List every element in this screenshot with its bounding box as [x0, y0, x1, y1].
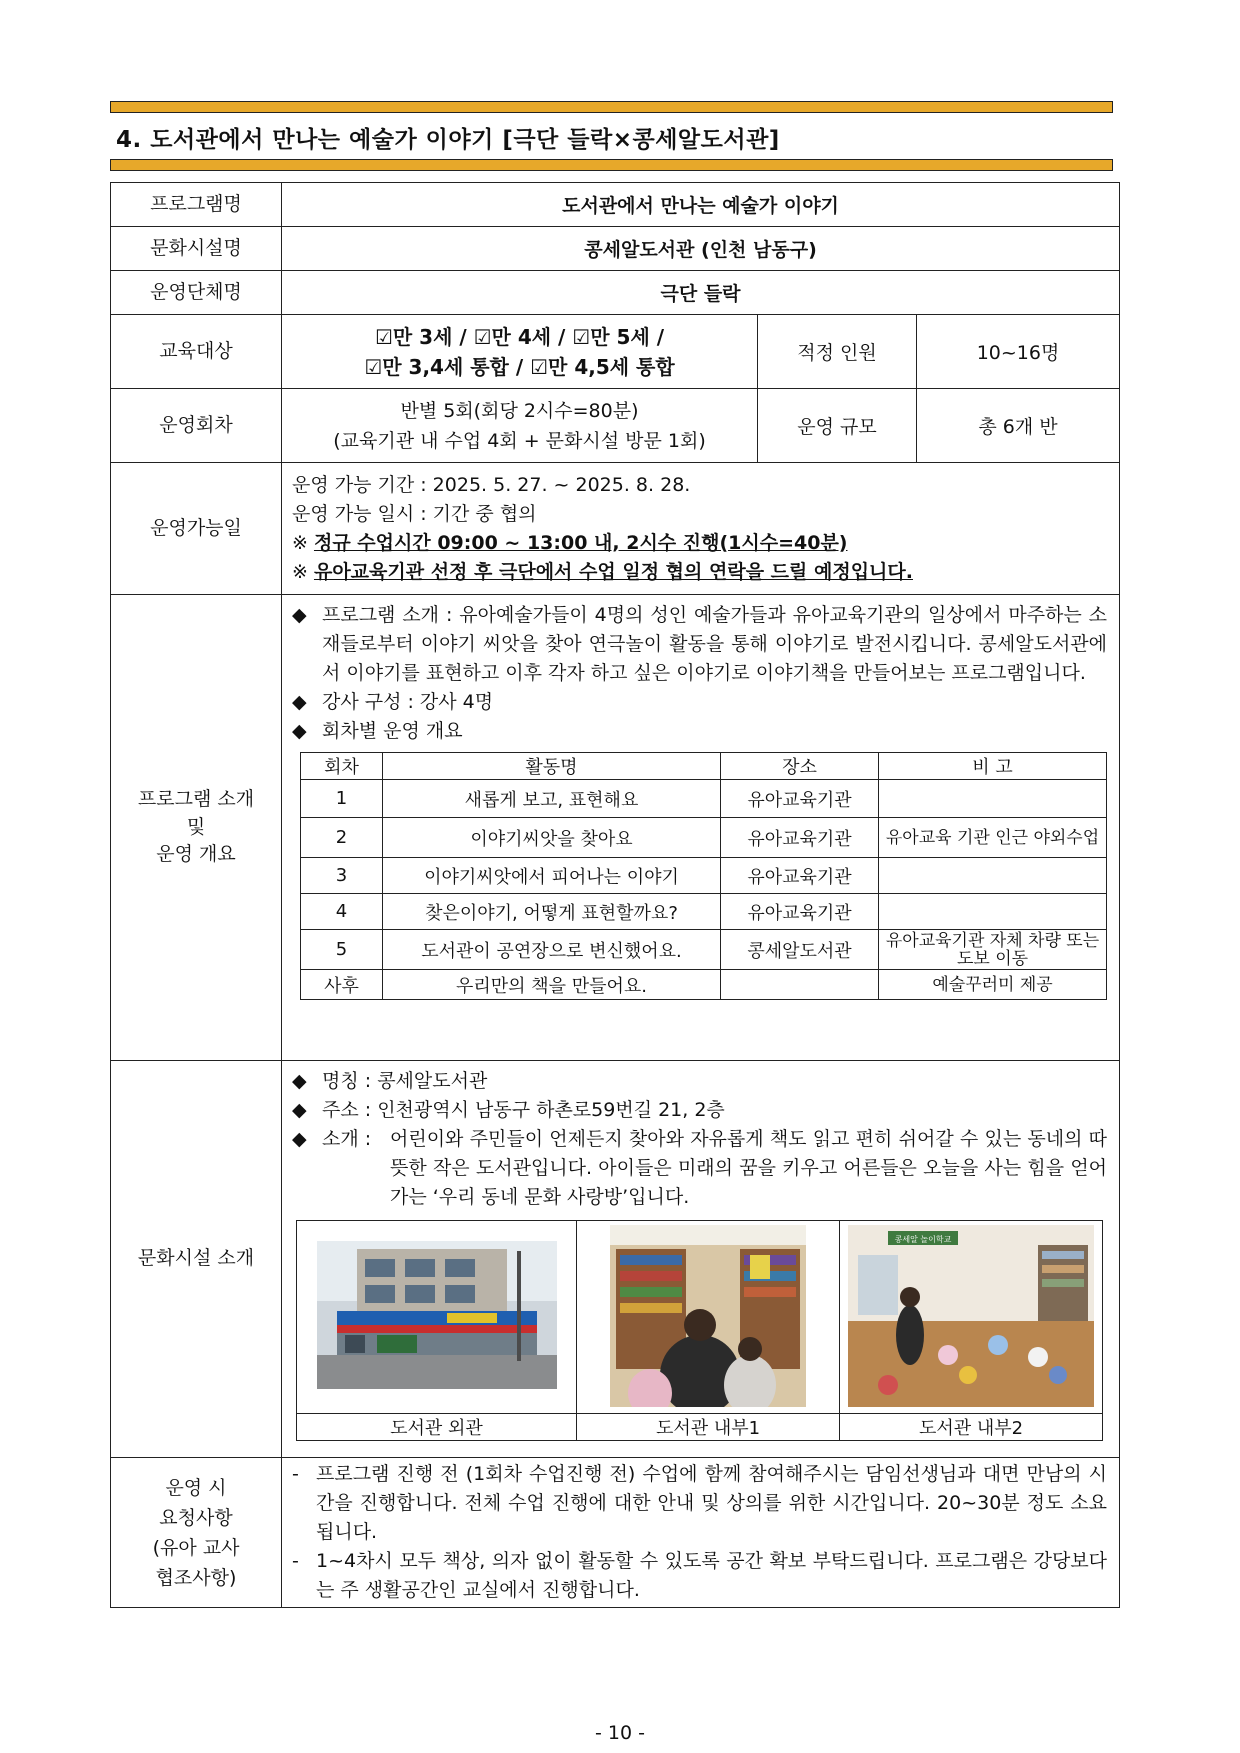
request-item-2 — [292, 1547, 1107, 1605]
diamond-bullet-icon: ◆ — [292, 1070, 307, 1092]
facility-address-text: 주소 : 인천광역시 남동구 하촌로59번길 21, 2층 — [322, 1099, 725, 1121]
availability-value — [282, 463, 1120, 595]
session-row — [301, 894, 1107, 930]
row-program-name — [111, 183, 1120, 227]
overview-instructors — [292, 688, 1107, 717]
diamond-bullet-icon: ◆ — [292, 691, 307, 713]
dash-mark: - — [292, 1550, 299, 1572]
photo-caption-exterior: 도서관 외관 — [297, 1414, 577, 1441]
photo-cell-exterior — [297, 1221, 577, 1414]
session-row — [301, 930, 1107, 970]
note-1-text: 정규 수업시간 09:00 ~ 13:00 내, 2시수 진행(1시수=40분) — [313, 531, 848, 554]
scale-label: 운영 규모 — [758, 389, 917, 463]
overview-instructors-text: 강사 구성 : 강사 4명 — [322, 691, 494, 713]
availability-datetime: 운영 가능 일시 : 기간 중 협의 — [292, 502, 537, 525]
availability-label: 운영가능일 — [111, 463, 282, 595]
library-exterior-photo — [317, 1241, 557, 1389]
sessions-label: 운영회차 — [111, 389, 282, 463]
session-cell: 이야기씨앗에서 피어나는 이야기 — [383, 858, 721, 894]
overview-label-line-1: 프로그램 소개 — [137, 788, 255, 811]
requests-label — [111, 1458, 282, 1608]
library-exterior-image — [317, 1241, 557, 1389]
sessions-line-2: (교육기관 내 수업 4회 + 문화시설 방문 1회) — [333, 429, 706, 452]
row-target — [111, 315, 1120, 389]
session-row — [301, 780, 1107, 818]
session-row — [301, 818, 1107, 858]
session-table — [300, 752, 1107, 1000]
sign-text: 콩세알 놀이학교 — [894, 1235, 952, 1244]
row-operator-name — [111, 271, 1120, 315]
section-title: 4. 도서관에서 만나는 예술가 이야기 [극단 들락×콩세알도서관] — [116, 127, 780, 153]
note-mark: ※ — [292, 531, 308, 554]
photo-caption-interior-2: 도서관 내부2 — [840, 1414, 1103, 1441]
facility-desc-head: 소개 : — [322, 1128, 372, 1150]
session-header-cell: 장소 — [721, 753, 879, 780]
availability-period: 운영 가능 기간 : 2025. 5. 27. ~ 2025. 8. 28. — [292, 473, 691, 496]
facility-name-item — [292, 1067, 1107, 1096]
program-name-label: 프로그램명 — [111, 183, 282, 227]
session-cell: 콩세알도서관 — [721, 930, 879, 970]
session-header-cell: 회차 — [301, 753, 383, 780]
facility-name-text: 명칭 : 콩세알도서관 — [322, 1070, 488, 1092]
session-row — [301, 858, 1107, 894]
session-row — [301, 970, 1107, 1000]
row-availability — [111, 463, 1120, 595]
facility-address-item — [292, 1096, 1107, 1125]
session-cell: 도서관이 공연장으로 변신했어요. — [383, 930, 721, 970]
photo-caption-interior-1: 도서관 내부1 — [577, 1414, 840, 1441]
library-interior-2-photo — [848, 1225, 1094, 1407]
facility-name-label: 문화시설명 — [111, 227, 282, 271]
session-cell: 유아교육기관 — [721, 818, 879, 858]
request-item-2-text: 1~4차시 모두 책상, 의자 없이 활동할 수 있도록 공간 확보 부탁드립니다. 프로그램은 강당보다는 주 생활공간인 교실에서 진행합니다. — [316, 1550, 1108, 1601]
session-header-cell: 활동명 — [383, 753, 721, 780]
session-cell: 유아교육 기관 인근 야외수업 — [879, 818, 1107, 858]
requests-label-line-2: 요청사항 — [159, 1506, 233, 1529]
session-cell: 예술꾸러미 제공 — [879, 970, 1107, 1000]
session-cell — [721, 970, 879, 1000]
overview-intro — [292, 601, 1107, 688]
diamond-bullet-icon: ◆ — [292, 720, 307, 742]
target-label: 교육대상 — [111, 315, 282, 389]
session-cell: 유아교육기관 자체 차량 또는 도보 이동 — [879, 930, 1107, 970]
session-cell: 3 — [301, 858, 383, 894]
facility-desc-item — [292, 1125, 1107, 1212]
facility-name-value: 콩세알도서관 (인천 남동구) — [282, 227, 1120, 271]
session-cell: 찾은이야기, 어떻게 표현할까요? — [383, 894, 721, 930]
row-requests — [111, 1458, 1120, 1608]
availability-note-2 — [292, 558, 1107, 587]
requests-content — [282, 1458, 1120, 1608]
session-cell: 유아교육기관 — [721, 894, 879, 930]
session-cell — [879, 780, 1107, 818]
facility-photo-table — [296, 1220, 1103, 1441]
row-overview — [111, 595, 1120, 1061]
session-cell — [879, 894, 1107, 930]
session-table-header — [301, 753, 1107, 780]
overview-content — [282, 595, 1120, 1061]
requests-label-line-3: (유아 교사 — [152, 1536, 240, 1559]
program-name-value: 도서관에서 만나는 예술가 이야기 — [282, 183, 1120, 227]
session-cell: 5 — [301, 930, 383, 970]
library-interior-2-image — [848, 1225, 1094, 1407]
target-line-1: ☑만 3세 / ☑만 4세 / ☑만 5세 / — [374, 324, 665, 349]
session-cell: 새롭게 보고, 표현해요 — [383, 780, 721, 818]
session-cell — [879, 858, 1107, 894]
overview-label-line-2: 및 — [186, 815, 206, 838]
overview-per-session-text: 회차별 운영 개요 — [322, 720, 463, 742]
library-interior-1-photo — [610, 1225, 806, 1407]
session-header-cell: 비 고 — [879, 753, 1107, 780]
sessions-value — [282, 389, 758, 463]
photo-cell-interior-2 — [840, 1221, 1103, 1414]
overview-label-line-3: 운영 개요 — [156, 843, 236, 866]
overview-label — [111, 595, 282, 1061]
title-top-bar — [110, 101, 1113, 113]
facility-intro-content — [282, 1061, 1120, 1458]
session-cell: 이야기씨앗을 찾아요 — [383, 818, 721, 858]
target-value — [282, 315, 758, 389]
note-2-text: 유아교육기관 선정 후 극단에서 수업 일정 협의 연락을 드릴 예정입니다. — [313, 560, 913, 583]
session-cell: 4 — [301, 894, 383, 930]
row-sessions — [111, 389, 1120, 463]
session-cell: 유아교육기관 — [721, 780, 879, 818]
program-info-table — [110, 182, 1120, 1608]
photo-cell-interior-1 — [577, 1221, 840, 1414]
availability-note-1 — [292, 529, 1107, 558]
session-cell: 유아교육기관 — [721, 858, 879, 894]
operator-name-label: 운영단체명 — [111, 271, 282, 315]
scale-value: 총 6개 반 — [917, 389, 1120, 463]
session-cell: 1 — [301, 780, 383, 818]
row-facility-intro — [111, 1061, 1120, 1458]
diamond-bullet-icon: ◆ — [292, 604, 307, 626]
page-number: - 10 - — [595, 1722, 645, 1744]
requests-label-line-4: 협조사항) — [155, 1566, 237, 1589]
sessions-line-1: 반별 5회(회당 2시수=80분) — [400, 399, 639, 422]
session-cell: 우리만의 책을 만들어요. — [383, 970, 721, 1000]
row-facility-name — [111, 227, 1120, 271]
request-item-1-text: 프로그램 진행 전 (1회차 수업진행 전) 수업에 함께 참여해주시는 담임선생님과 대면 만남의 시간을 진행합니다. 전체 수업 진행에 대한 안내 및 상의를 위한 시간입니다. 20~30분 정도 소요됩니다. — [316, 1463, 1108, 1543]
library-interior-1-image — [610, 1225, 806, 1407]
session-cell: 사후 — [301, 970, 383, 1000]
operator-name-value: 극단 들락 — [282, 271, 1120, 315]
overview-intro-text: 프로그램 소개 : 유아예술가들이 4명의 성인 예술가들과 유아교육기관의 일상에서 마주하는 소재들로부터 이야기 씨앗을 찾아 연극놀이 활동을 통해 이야기로 발전시킵니다. 콩세알도서관에서 이야기를 표현하고 이후 각자 하고 싶은 이야기로 이야기책을 만들어보는 프로그램입니다. — [322, 604, 1108, 684]
facility-intro-label: 문화시설 소개 — [111, 1061, 282, 1458]
dash-mark: - — [292, 1463, 299, 1485]
request-item-1 — [292, 1460, 1107, 1547]
target-line-2: ☑만 3,4세 통합 / ☑만 4,5세 통합 — [364, 354, 675, 379]
capacity-value: 10~16명 — [917, 315, 1120, 389]
note-mark: ※ — [292, 560, 308, 583]
diamond-bullet-icon: ◆ — [292, 1099, 307, 1121]
facility-desc-text: 어린이와 주민들이 언제든지 찾아와 자유롭게 책도 읽고 편히 쉬어갈 수 있는 동네의 따뜻한 작은 도서관입니다. 아이들은 미래의 꿈을 키우고 어른들은 오늘을 사는 힘을 얻어가는 ‘우리 동네 문화 사랑방’입니다. — [390, 1128, 1108, 1208]
session-cell: 2 — [301, 818, 383, 858]
diamond-bullet-icon: ◆ — [292, 1128, 307, 1150]
capacity-label: 적정 인원 — [758, 315, 917, 389]
title-bottom-bar — [110, 159, 1113, 171]
requests-label-line-1: 운영 시 — [165, 1476, 227, 1499]
overview-per-session — [292, 717, 1107, 746]
